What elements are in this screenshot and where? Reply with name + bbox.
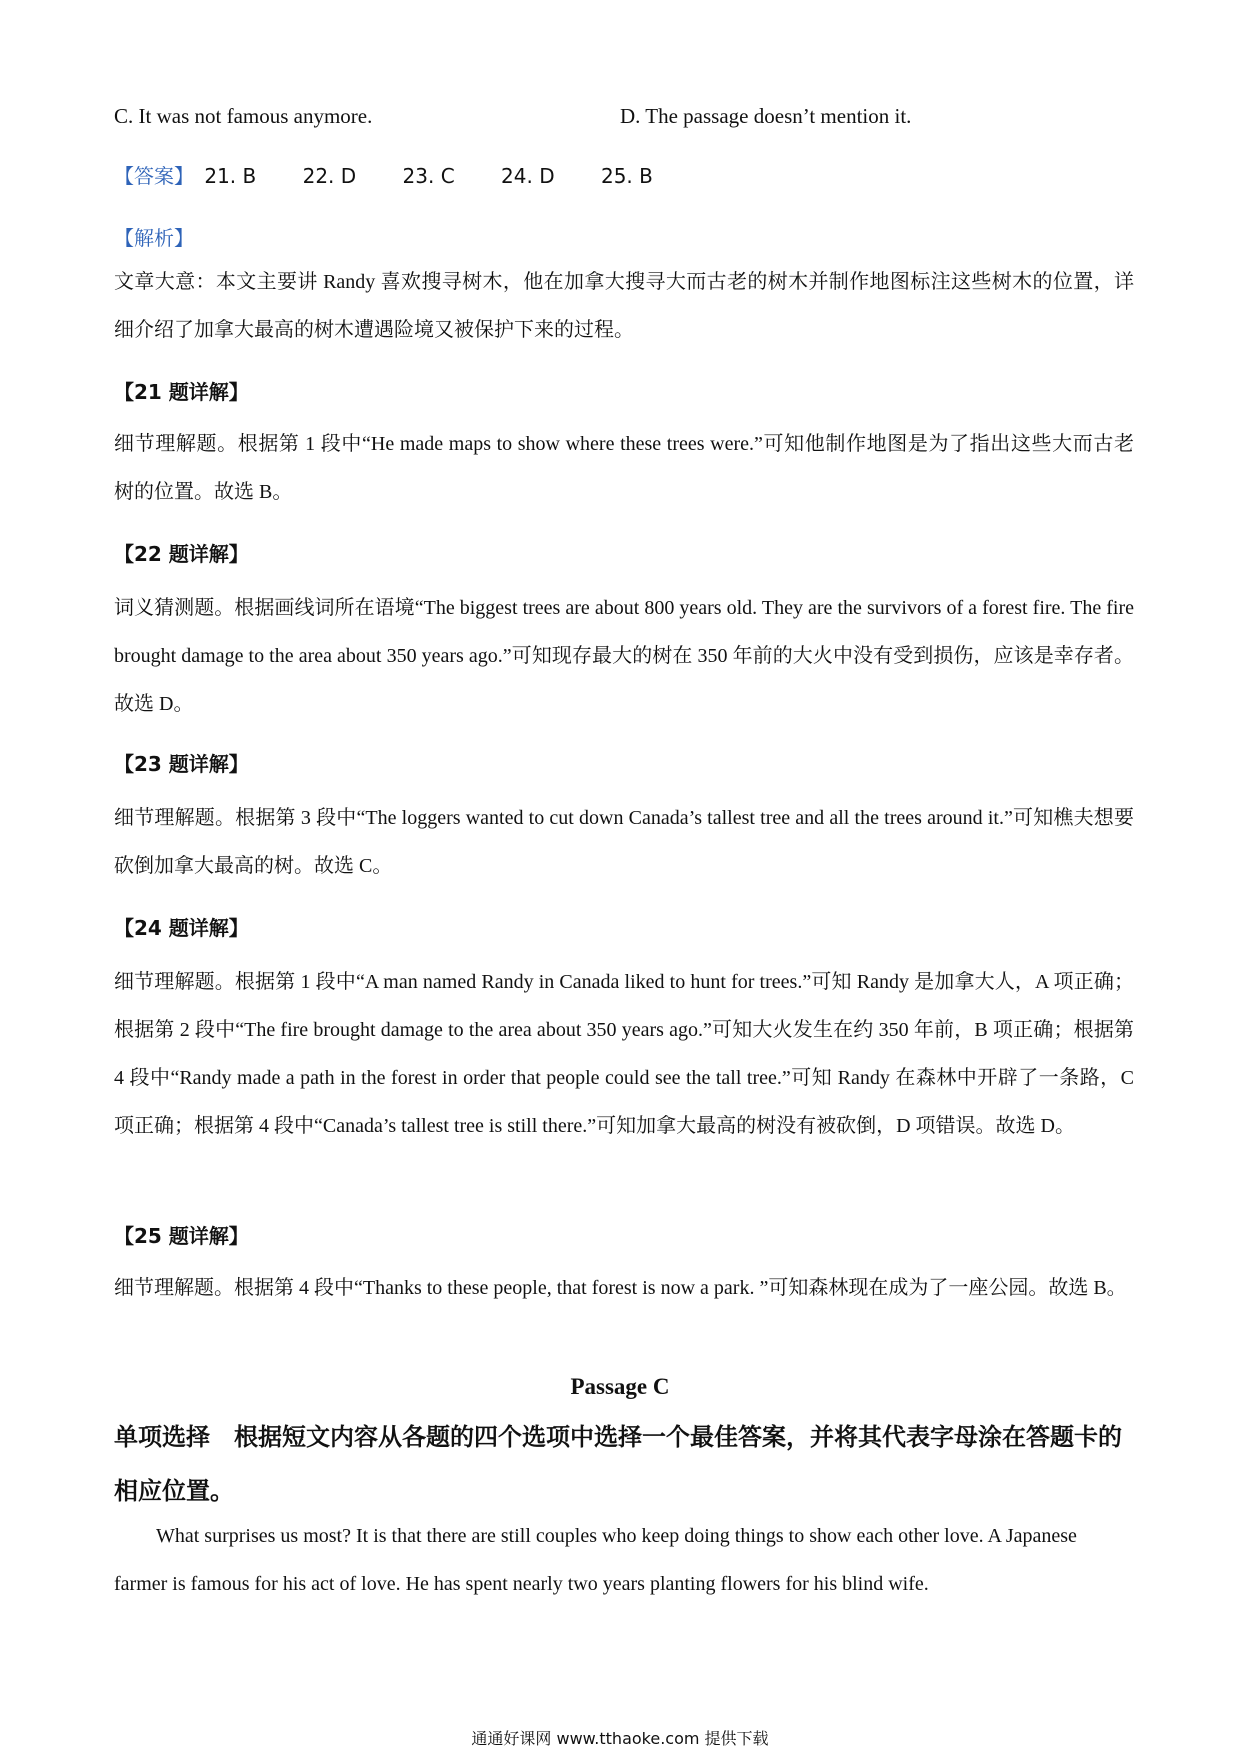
q23-heading: 【23 题详解】 <box>114 752 249 776</box>
option-c: C. It was not famous anymore. <box>114 104 373 128</box>
footer-source: 通通好课网 www.tthaoke.com 提供下载 <box>471 1729 769 1748</box>
passage-c-text: What surprises us most? It is that there are still couples who keep doing things to show each other love. A Japanese farmer is famous for his act of love. He has spent nearly two years planting flowers for his blind wife. <box>114 1525 1077 1595</box>
q24-explanation: 细节理解题。根据第 1 段中“A man named Randy in Canada liked to hunt for trees.”可知 Randy 是加拿大人，A 项正确；根据第 2 段中“The fire brought damage to the area about 350 years ago.”可知大火发生在约 350 年前，B 项正确；根据第 4 段中“Randy made a path in the forest in order that people could see the tall tree.”可知 Randy 在森林中开辟了一条路，C 项正确；根据第 4 段中“Canada’s tallest tree is still there.”可知加拿大最高的树没有被砍倒，D 项错误。故选 D。 <box>114 971 1134 1137</box>
answer-key <box>114 160 693 189</box>
q21-explanation: 细节理解题。根据第 1 段中“He made maps to show where these trees were.”可知他制作地图是为了指出这些大而古老 树的位置。故选 B。 <box>114 433 1154 503</box>
answer-23: 23. C <box>402 164 455 188</box>
q25-explanation: 细节理解题。根据第 4 段中“Thanks to these people, that forest is now a park. ”可知森林现在成为了一座公园。故选 B。 <box>114 1277 1127 1299</box>
option-d: D. The passage doesn’t mention it. <box>620 104 912 128</box>
options-row <box>114 104 1134 138</box>
answer-21: 21. B <box>204 164 257 188</box>
q24-heading: 【24 题详解】 <box>114 916 249 940</box>
answer-25: 25. B <box>600 164 653 188</box>
q22-heading: 【22 题详解】 <box>114 542 249 566</box>
q25-heading: 【25 题详解】 <box>114 1224 249 1248</box>
section-instruction: 单项选择 根据短文内容从各题的四个选项中选择一个最佳答案，并将其代表字母涂在答题卡的相应位置。 <box>114 1423 1122 1505</box>
answer-22: 22. D <box>302 164 357 188</box>
answer-tag: 【答案】 <box>114 164 194 188</box>
answer-24: 24. D <box>501 164 555 188</box>
q21-heading: 【21 题详解】 <box>114 380 249 404</box>
summary-paragraph: 文章大意：本文主要讲 Randy 喜欢搜寻树木，他在加拿大搜寻大而古老的树木并制作地图标注这些树木的位置，详细介绍了加拿大最高的树木遭遇险境又被保护下来的过程。 <box>114 271 1134 341</box>
q23-explanation: 细节理解题。根据第 3 段中“The loggers wanted to cut down Canada’s tallest tree and all the trees around it.”可知樵夫想要砍倒加拿大最高的树。故选 C。 <box>114 807 1134 877</box>
analysis-tag: 【解析】 <box>114 226 194 250</box>
passage-title: Passage C <box>570 1374 670 1399</box>
q22-explanation: 词义猜测题。根据画线词所在语境“The biggest trees are about 800 years old. They are the survivors of a forest fire. The fire brought damage to the area about 350 years ago.”可知现存最大的树在 350 年前的大火中没有受到损伤，应该是幸存者。故选 D。 <box>114 597 1134 715</box>
